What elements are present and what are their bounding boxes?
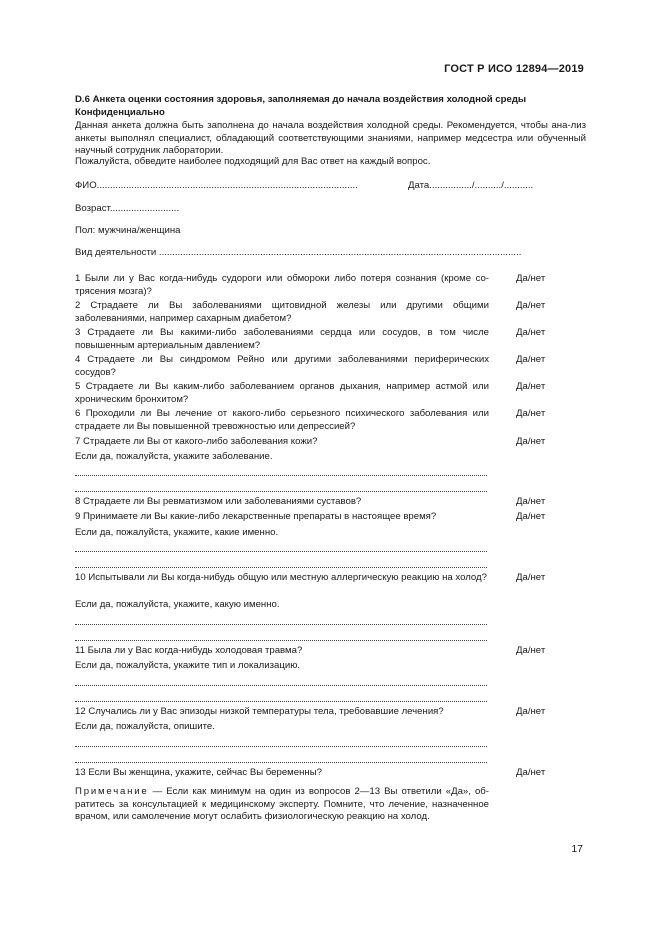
note-block <box>75 786 489 824</box>
answer-line[interactable] <box>75 479 487 492</box>
question-12: 12 Случались ли у Вас эпизоды низкой температуры тела, требовавшие лечения? <box>75 706 444 717</box>
answer-line[interactable] <box>75 628 487 641</box>
date-field[interactable]: Дата................/........../........... <box>408 180 534 191</box>
question-8: 8 Страдаете ли Вы ревматизмом или заболеваниями суставов? <box>75 496 362 507</box>
question-10-followup: Если да, пожалуйста, укажите, какую именно. <box>75 599 280 610</box>
answer-1[interactable]: Да/нет <box>516 273 546 284</box>
question-2: 2 Страдаете ли Вы заболеваниями щитовидной железы или другими общими заболеваниями, например сахарным диабетом? <box>75 300 489 324</box>
question-11-followup: Если да, пожалуйста, укажите тип и локализацию. <box>75 660 301 671</box>
activity-field[interactable]: Вид деятельности ........................................................................................................................................ <box>75 247 522 258</box>
question-9: 9 Принимаете ли Вы какие-либо лекарственные препараты в настоящее время? <box>75 511 437 522</box>
question-3: 3 Страдаете ли Вы какими-либо заболеваниями сердца или сосудов, в том числе повышенным артериальным давлением? <box>75 327 489 351</box>
section-title: D.6 Анкета оценки состояния здоровья, заполняемая до начала воздействия холодной среды <box>75 94 527 105</box>
question-4: 4 Страдаете ли Вы синдромом Рейно или другими заболеваниями периферических сосудов? <box>75 354 489 378</box>
answer-5[interactable]: Да/нет <box>516 381 546 392</box>
answer-line[interactable] <box>75 734 487 747</box>
answer-line[interactable] <box>75 463 487 476</box>
answer-3[interactable]: Да/нет <box>516 327 546 338</box>
note-label: Примечание <box>75 786 149 797</box>
confidential-label: Конфиденциально <box>75 107 165 118</box>
answer-line[interactable] <box>75 750 487 763</box>
answer-line[interactable] <box>75 612 487 625</box>
question-5: 5 Страдаете ли Вы каким-либо заболеванием органов дыхания, например астмой или хроническим бронхитом? <box>75 381 489 405</box>
answer-6[interactable]: Да/нет <box>516 408 546 419</box>
answer-13[interactable]: Да/нет <box>516 767 546 778</box>
answer-2[interactable]: Да/нет <box>516 300 546 311</box>
answer-10[interactable]: Да/нет <box>516 572 546 583</box>
fio-field[interactable]: ФИО.................................................................................................. <box>75 180 358 191</box>
answer-line[interactable] <box>75 539 487 552</box>
question-13: 13 Если Вы женщина, укажите, сейчас Вы беременны? <box>75 767 322 778</box>
intro-paragraph <box>75 120 586 158</box>
answer-12[interactable]: Да/нет <box>516 706 546 717</box>
answer-7[interactable]: Да/нет <box>516 436 546 447</box>
answer-11[interactable]: Да/нет <box>516 645 546 656</box>
instruction-text: Пожалуйста, обведите наиболее подходящий для Вас ответ на каждый вопрос. <box>75 156 431 167</box>
age-field[interactable]: Возраст.......................... <box>75 203 180 214</box>
question-12-followup: Если да, пожалуйста, опишите. <box>75 721 215 732</box>
intro-text: Данная анкета должна быть заполнена до начала воздействия холодной среды. Рекомендуется, чтобы ана-лиз анкеты выполнял специалист, обладающий соответствующими знаниями, например медсестра или обученный научный сотрудник лаборатории. <box>75 120 586 157</box>
sex-field[interactable]: Пол: мужчина/женщина <box>75 225 181 236</box>
answer-8[interactable]: Да/нет <box>516 496 546 507</box>
question-7: 7 Страдаете ли Вы от какого-либо заболевания кожи? <box>75 436 318 447</box>
note-text: — Если как минимум на один из вопросов 2—13 Вы ответили «Да», об-ратитесь за консультацией к медицинскому эксперту. Помните, что лечение, назначенное врачом, или самолечение могут ослабить физиологическую реакцию на холод. <box>75 786 489 823</box>
answer-9[interactable]: Да/нет <box>516 511 546 522</box>
question-6: 6 Проходили ли Вы лечение от какого-либо серьезного психического заболевания или страдаете ли Вы повышенной тревожностью или депрессией? <box>75 408 489 432</box>
question-1: 1 Были ли у Вас когда-нибудь судороги или обмороки либо потеря сознания (кроме со-трясения мозга)? <box>75 273 489 297</box>
question-7-followup: Если да, пожалуйста, укажите заболевание. <box>75 451 273 462</box>
standard-header: ГОСТ Р ИСО 12894—2019 <box>444 63 584 75</box>
question-9-followup: Если да, пожалуйста, укажите, какие именно. <box>75 527 279 538</box>
answer-line[interactable] <box>75 689 487 702</box>
question-10: 10 Испытывали ли Вы когда-нибудь общую или местную аллергическую реакцию на холод? <box>75 572 487 583</box>
answer-line[interactable] <box>75 673 487 686</box>
answer-line[interactable] <box>75 555 487 568</box>
question-11: 11 Была ли у Вас когда-нибудь холодовая травма? <box>75 645 303 656</box>
page-number: 17 <box>571 843 583 855</box>
answer-4[interactable]: Да/нет <box>516 354 546 365</box>
